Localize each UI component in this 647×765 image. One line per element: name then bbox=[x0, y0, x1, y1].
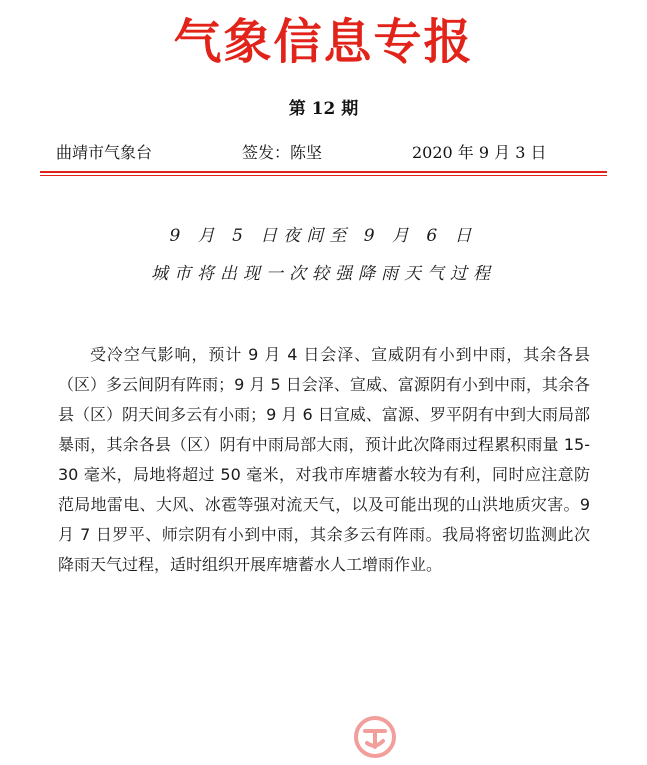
header-divider bbox=[40, 171, 607, 173]
headline-line-1: 9 月 5 日夜间至 9 月 6 日 bbox=[169, 226, 478, 246]
headline-line-2: 城市将出现一次较强降雨天气过程 bbox=[151, 264, 496, 284]
header-divider-thin bbox=[40, 175, 607, 176]
logo-watermark-icon bbox=[353, 715, 397, 759]
body-paragraph: 受冷空气影响，预计 9 月 4 日会泽、宣威阴有小到中雨，其余各县（区）多云间阴有阵雨；9 月 5 日会泽、宣威、富源阴有小到中雨，其余各县（区）阴天间多云有小雨；9 月 6 日宣威、富源、罗平阴有中到大雨局部暴雨，其余各县（区）阴有中雨局部大雨，预计此次降雨过程累积雨量 15-30 毫米，局地将超过 50 毫米，对我市库塘蓄水较为有利，同时应注意防范局地雷电、大风、冰雹等强对流天气，以及可能出现的山洪地质灾害。9 月 7 日罗平、师宗阴有小到中雨，其余多云有阵雨。我局将密切监测此次降雨天气过程，适时组织开展库塘蓄水人工增雨作业。 bbox=[58, 345, 590, 574]
issue-number: 第 12 期 bbox=[288, 99, 359, 119]
document-title: 气象信息专报 bbox=[173, 14, 474, 70]
issuing-organization: 曲靖市气象台 bbox=[56, 143, 153, 162]
meta-row bbox=[56, 142, 576, 164]
signer: 签发：陈坚 bbox=[242, 143, 323, 162]
issue-date: 2020 年 9 月 3 日 bbox=[412, 143, 547, 162]
